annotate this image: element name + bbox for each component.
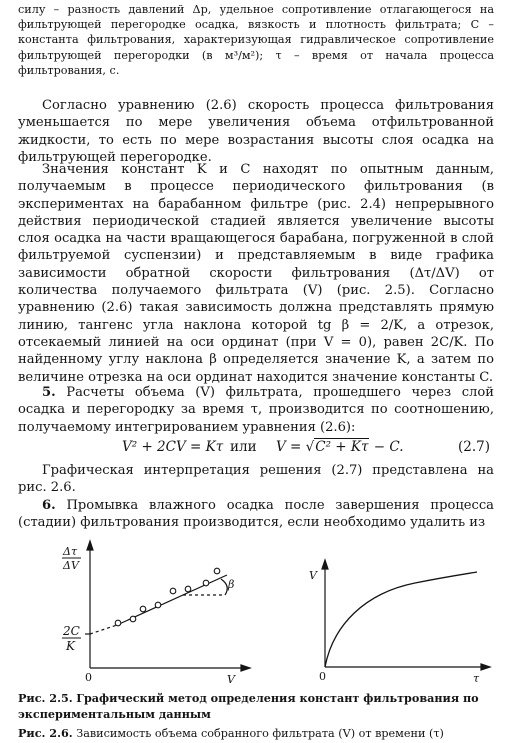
fig25-origin: 0 (85, 671, 92, 684)
item-number-5: 5. (42, 385, 56, 400)
fig25-x-arrow (241, 665, 250, 671)
fig25-intercept-num: 2C (63, 624, 80, 638)
fig26-y-arrow (322, 560, 328, 569)
equation-number: (2.7) (457, 439, 490, 455)
equation-radicand: C² + Kτ (315, 439, 369, 455)
caption-fig-2-6 (18, 726, 494, 742)
figure-2-6 (305, 555, 495, 685)
fig25-y-arrow (87, 541, 93, 550)
fig25-data-point (130, 616, 136, 622)
fig25-angle-label: β (228, 578, 235, 591)
fig26-origin: 0 (319, 670, 326, 683)
equation-right: V = √C² + Kτ − C. (276, 439, 404, 455)
paragraph-volume-calc-text: Расчеты объема (V) фильтрата, прошедшего через слой осадка и перегородку за время τ, производится по соотношению, получаемому интегрированием уравнения (2.6): (18, 385, 494, 435)
fig26-curve (325, 572, 477, 667)
fig26-x-arrow (481, 664, 490, 670)
equation-left: V² + 2CV = Kτ (122, 439, 224, 455)
caption-fig-2-6-label: Рис. 2.6. (18, 726, 73, 740)
paragraph-volume-calc (18, 384, 494, 436)
caption-fig-2-6-text: Зависимость объема собранного фильтрата (V) от времени (τ) (76, 727, 444, 740)
fig25-data-point (203, 580, 209, 586)
fig25-data-point (115, 620, 121, 626)
paragraph-definitions: силу – разность давлений Δp, удельное сопротивление отлагающегося на фильтрующей перегородке осадка, вязкость и плотность фильтрата; C – константа фильтрования, характеризующая гидравлическое сопротивление фильтрующей перегородки (в м³/м²); τ – время от начала процесса фильтрования, с. (18, 3, 494, 77)
fig25-data-point (214, 568, 220, 574)
fig25-data-point (170, 588, 176, 594)
fig25-y-label-num: Δτ (63, 545, 78, 558)
caption-fig-2-5-text: Графический метод определения констант фильтрования по экспериментальным данным (18, 691, 479, 721)
caption-fig-2-5 (18, 691, 494, 722)
figure-2-5 (55, 538, 260, 688)
paragraph-graphical: Графическая интерпретация решения (2.7) представлена на рис. 2.6. (18, 463, 494, 496)
fig25-extrapolation-line (90, 625, 117, 634)
equation-right-prefix: V = (276, 439, 306, 455)
fig25-x-label: V (227, 673, 235, 686)
fig25-data-point (185, 586, 191, 592)
equation-right-suffix: − C. (369, 439, 404, 455)
paragraph-washing-text: Промывка влажного осадка после завершения процесса (стадии) фильтрования производится, если необходимо удалить из (18, 498, 494, 531)
fig25-intercept-den: K (66, 639, 75, 653)
fig26-x-label: τ (473, 672, 480, 685)
paragraph-washing (18, 497, 494, 532)
fig25-angle-arc (221, 579, 227, 595)
fig25-data-point (155, 602, 161, 608)
item-number-6: 6. (42, 498, 56, 513)
fig25-data-point (140, 606, 146, 612)
equation-or: или (230, 439, 257, 455)
paragraph-filtration-rate: Согласно уравнению (2.6) скорость процесса фильтрования уменьшается по мере увеличения объема отфильтрованной жидкости, то есть по мере возрастания высоты слоя осадка на фильтрующей перегородке. (18, 98, 494, 165)
paragraph-constants: Значения констант K и C находят по опытным данным, получаемым в процессе периодического фильтрования (в экспериментах на барабанном фильтре (рис. 2.4) непрерывного действия периодической стадией является увеличение высоты слоя осадка на части вращающегося барабана, погруженной в слой фильтруемой суспензии) и представляемым в виде графика зависимости обратной скорости фильтрования (Δτ/ΔV) от количества получаемого фильтрата (V) (рис. 2.5). Согласно уравнению (2.6) такая зависимость должна представлять прямую линию, тангенс угла наклона которой tg β = 2/K, а отрезок, отсекаемый линией на оси ординат (при V = 0), равен 2C/K. По найденному углу наклона β определяется значение K, а затем по величине отрезка на оси ординат находится значение константы C. (18, 162, 494, 385)
fig25-y-label-den: ΔV (63, 559, 79, 572)
fig26-y-label: V (309, 569, 317, 582)
caption-fig-2-5-label: Рис. 2.5. (18, 691, 73, 705)
